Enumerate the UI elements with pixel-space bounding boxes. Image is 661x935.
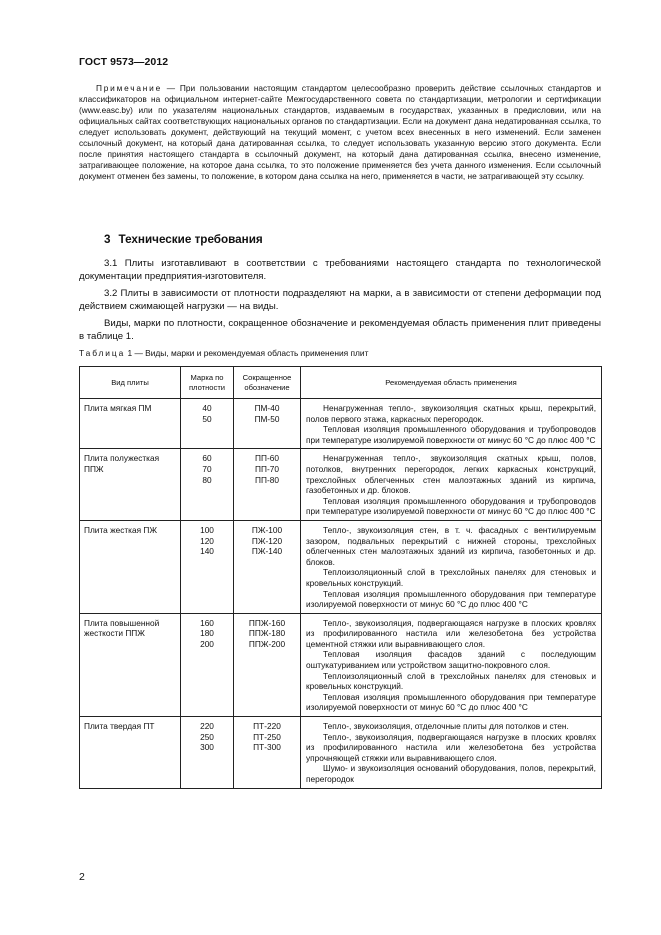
grade-value: 250 <box>200 731 214 742</box>
cell-use <box>301 717 602 789</box>
abbr-value: ПТ-250 <box>253 731 281 742</box>
cell-grades <box>181 520 234 613</box>
cell-kind: Плита повышенной жесткости ППЖ <box>80 613 181 716</box>
header-grade: Марка по плотности <box>181 367 234 399</box>
paragraph-table-ref: Виды, марки по плотности, сокращенное обозначение и рекомендуемая область применения плит приведены в таблице 1. <box>79 317 601 343</box>
cell-grades <box>181 449 234 521</box>
abbr-value: ППЖ-160 <box>248 617 286 628</box>
grade-value: 160 <box>200 617 214 628</box>
abbr-value: ПТ-220 <box>253 721 281 732</box>
cell-abbrs <box>234 613 301 716</box>
cell-kind: Плита твердая ПТ <box>80 717 181 789</box>
grade-value: 40 <box>202 403 212 413</box>
use-paragraph: Ненагруженная тепло-, звукоизоляция скатных крыш, перекрытий, полов первого этажа, каркасных перегородок. <box>306 403 596 424</box>
grade-value: 50 <box>202 413 212 424</box>
section-heading <box>104 233 263 246</box>
use-paragraph: Теплоизоляционный слой в трехслойных панелях для стеновых и кровельных конструкций. <box>306 567 596 588</box>
cell-grades <box>181 613 234 716</box>
cell-grades <box>181 717 234 789</box>
use-paragraph: Тепловая изоляция промышленного оборудования при температуре изолируемой поверхности от минус 60 °С до плюс 400 °С <box>306 691 596 713</box>
table-caption <box>79 348 368 358</box>
use-paragraph: Тепло-, звукоизоляция, подвергающаяся нагрузке в плоских кровлях из профилированного настила или железобетона без устройства упрочняющей стяжки или выравнивающего слоя. <box>306 731 596 763</box>
grade-value: 220 <box>200 721 214 732</box>
use-paragraph: Тепло-, звукоизоляция, отделочные плиты для потолков и стен. <box>323 721 569 732</box>
table-row <box>80 520 602 613</box>
abbr-value: ПМ-50 <box>254 413 280 424</box>
abbr-value: ПЖ-100 <box>251 524 283 535</box>
abbr-value: ППЖ-180 <box>248 628 286 639</box>
plates-table <box>79 366 602 789</box>
table-row <box>80 399 602 449</box>
document-header: ГОСТ 9573—2012 <box>79 56 169 68</box>
header-kind: Вид плиты <box>80 367 181 399</box>
grade-value: 60 <box>202 453 212 464</box>
use-paragraph: Тепло-, звукоизоляция стен, в т. ч. фасадных с вентилируемым зазором, подвальных перекрытий с нижней стороны, трехслойных облегченных стен малоэтажных зданий из кирпича, газобетонных и др. блоков. <box>306 524 596 567</box>
section-body <box>79 257 601 343</box>
cell-abbrs <box>234 717 301 789</box>
cell-kind: Плита мягкая ПМ <box>80 399 181 449</box>
use-paragraph: Ненагруженная тепло-, звукоизоляция скатных крыш, полов, потолков, внутренних перегородок, легких каркасных конструкций, трехслойных облегченных стен малоэтажных зданий из кирпича, газобетонных и др. блоков. <box>306 453 596 496</box>
table-header-row <box>80 367 602 399</box>
abbr-value: ПП-70 <box>255 463 279 474</box>
page-number: 2 <box>79 871 85 883</box>
abbr-value: ПМ-40 <box>254 403 280 413</box>
paragraph-3-2: 3.2 Плиты в зависимости от плотности подразделяют на марки, а в зависимости от степени деформации под действием сжимающей нагрузки — на виды. <box>79 287 601 313</box>
grade-value: 200 <box>200 638 214 649</box>
grade-value: 80 <box>202 474 212 485</box>
cell-use <box>301 613 602 716</box>
table-caption-text: 1 — Виды, марки и рекомендуемая область применения плит <box>125 348 369 358</box>
abbr-value: ПТ-300 <box>253 742 281 753</box>
use-paragraph: Шумо- и звукоизоляция оснований оборудования, полов, перекрытий, перегородок <box>306 763 596 784</box>
cell-grades <box>181 399 234 449</box>
use-paragraph: Теплоизоляционный слой в трехслойных панелях для стеновых и кровельных конструкций. <box>306 670 596 692</box>
cell-abbrs <box>234 449 301 521</box>
cell-abbrs <box>234 520 301 613</box>
cell-kind: Плита полужесткая ППЖ <box>80 449 181 521</box>
abbr-value: ПП-80 <box>255 474 279 485</box>
paragraph-3-1: 3.1 Плиты изготавливают в соответствии с требованиями настоящего стандарта по технологической документации предприятия-изготовителя. <box>79 258 601 283</box>
use-paragraph: Тепловая изоляция промышленного оборудования и трубопроводов при температуре изолируемой поверхности от минус 60 °С до плюс 400 °С <box>306 424 596 445</box>
section-number: 3 <box>104 233 111 246</box>
cell-kind: Плита жесткая ПЖ <box>80 520 181 613</box>
use-paragraph: Тепловая изоляция промышленного оборудования при температуре изолируемой поверхности от минус 60 °С до плюс 400 °С <box>306 588 596 610</box>
grade-value: 120 <box>200 535 214 546</box>
cell-use <box>301 449 602 521</box>
use-paragraph: Тепло-, звукоизоляция, подвергающаяся нагрузке в плоских кровлях из профилированного настила или железобетона без устройства цементной стяжки или выравнивающего слоя. <box>306 617 596 649</box>
use-paragraph: Тепловая изоляция промышленного оборудования и трубопроводов при температуре изолируемой поверхности от минус 60 °С до плюс 400 °С <box>306 495 596 517</box>
table-caption-label: Таблица <box>79 348 126 358</box>
cell-use <box>301 520 602 613</box>
grade-value: 300 <box>200 742 214 753</box>
table-row <box>80 717 602 789</box>
grade-value: 140 <box>200 546 214 557</box>
grade-value: 100 <box>200 524 214 535</box>
table-row <box>80 613 602 716</box>
header-use: Рекомендуемая область применения <box>301 367 602 399</box>
abbr-value: ППЖ-200 <box>248 638 286 649</box>
reference-note <box>79 83 601 182</box>
cell-use <box>301 399 602 449</box>
cell-abbrs <box>234 399 301 449</box>
abbr-value: ПП-60 <box>255 453 279 464</box>
use-paragraph: Тепловая изоляция фасадов зданий с последующим оштукатуриванием или устройством защитно-покровного слоя. <box>306 649 596 671</box>
abbr-value: ПЖ-140 <box>251 546 283 557</box>
abbr-value: ПЖ-120 <box>251 535 283 546</box>
header-abbr: Сокращенное обозначение <box>234 367 301 399</box>
section-title: Технические требования <box>118 233 263 246</box>
note-text: — При пользовании настоящим стандартом целесообразно проверить действие ссылочных стандартов и классификаторов на официальном интернет-сайте Межгосударственного совета по стандартизации, метрологии и сертификации (www.easc.by) или по указателям национальных стандартов, издаваемым в государствах, указанных в предисловии, или на официальных сайтах соответствующих национальных органов по стандартизации. Если на документ дана недатированная ссылка, то следует использовать документ, действующий на текущий момент, с учетом всех внесенных в него изменений. Если заменен ссылочный документ, на который дана датированная ссылка, то следует использовать указанную версию этого документа. Если после принятия настоящего стандарта в ссылочный документ, на который дана датированная ссылка, внесено изменение, затрагивающее положение, на которое дана ссылка, то это положение применяется без учета данного изменения. Если ссылочный документ отменен без замены, то положение, в котором дана ссылка на него, применяется в части, не затрагивающей эту ссылку. <box>79 83 601 181</box>
note-label: Примечание <box>96 83 163 93</box>
grade-value: 180 <box>200 628 214 639</box>
table-row <box>80 449 602 521</box>
grade-value: 70 <box>202 463 212 474</box>
